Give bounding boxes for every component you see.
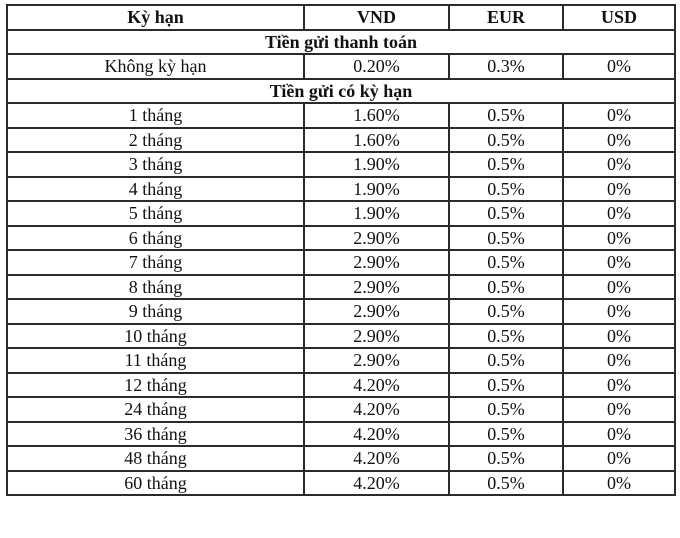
table-row [7, 299, 675, 324]
cell-term: 11 tháng [7, 348, 304, 373]
table-row [7, 471, 675, 496]
table-row [7, 226, 675, 251]
cell-eur: 0.5% [449, 103, 563, 128]
cell-vnd: 1.90% [304, 152, 449, 177]
section-title: Tiền gửi thanh toán [7, 30, 675, 55]
cell-eur: 0.3% [449, 54, 563, 79]
cell-vnd: 0.20% [304, 54, 449, 79]
cell-usd: 0% [563, 348, 675, 373]
cell-usd: 0% [563, 152, 675, 177]
cell-term: 7 tháng [7, 250, 304, 275]
cell-vnd: 4.20% [304, 446, 449, 471]
table-row [7, 103, 675, 128]
cell-vnd: 4.20% [304, 373, 449, 398]
cell-term: 8 tháng [7, 275, 304, 300]
cell-term: 4 tháng [7, 177, 304, 202]
header-eur: EUR [449, 5, 563, 30]
cell-term: 1 tháng [7, 103, 304, 128]
header-vnd: VND [304, 5, 449, 30]
cell-usd: 0% [563, 54, 675, 79]
cell-term: Không kỳ hạn [7, 54, 304, 79]
cell-eur: 0.5% [449, 177, 563, 202]
cell-vnd: 2.90% [304, 275, 449, 300]
cell-eur: 0.5% [449, 275, 563, 300]
cell-usd: 0% [563, 397, 675, 422]
cell-vnd: 4.20% [304, 471, 449, 496]
cell-term: 12 tháng [7, 373, 304, 398]
cell-eur: 0.5% [449, 397, 563, 422]
cell-vnd: 1.60% [304, 103, 449, 128]
cell-eur: 0.5% [449, 226, 563, 251]
cell-usd: 0% [563, 128, 675, 153]
cell-term: 10 tháng [7, 324, 304, 349]
cell-vnd: 2.90% [304, 324, 449, 349]
cell-usd: 0% [563, 250, 675, 275]
cell-vnd: 2.90% [304, 348, 449, 373]
header-usd: USD [563, 5, 675, 30]
header-row [7, 5, 675, 30]
cell-eur: 0.5% [449, 250, 563, 275]
table-row [7, 201, 675, 226]
cell-usd: 0% [563, 422, 675, 447]
cell-eur: 0.5% [449, 348, 563, 373]
table-row [7, 397, 675, 422]
cell-eur: 0.5% [449, 471, 563, 496]
table-row [7, 348, 675, 373]
section-row [7, 30, 675, 55]
section-title: Tiền gửi có kỳ hạn [7, 79, 675, 104]
cell-eur: 0.5% [449, 299, 563, 324]
interest-rate-table [6, 4, 676, 496]
cell-usd: 0% [563, 446, 675, 471]
cell-term: 6 tháng [7, 226, 304, 251]
table-row [7, 324, 675, 349]
cell-usd: 0% [563, 226, 675, 251]
cell-usd: 0% [563, 177, 675, 202]
cell-eur: 0.5% [449, 152, 563, 177]
cell-eur: 0.5% [449, 446, 563, 471]
table-row [7, 152, 675, 177]
cell-usd: 0% [563, 471, 675, 496]
table-row [7, 177, 675, 202]
table-body [7, 30, 675, 496]
cell-usd: 0% [563, 299, 675, 324]
section-row [7, 79, 675, 104]
table-row [7, 446, 675, 471]
table-row [7, 422, 675, 447]
cell-eur: 0.5% [449, 324, 563, 349]
cell-term: 60 tháng [7, 471, 304, 496]
cell-usd: 0% [563, 201, 675, 226]
table-row [7, 128, 675, 153]
cell-usd: 0% [563, 373, 675, 398]
cell-vnd: 1.90% [304, 201, 449, 226]
cell-eur: 0.5% [449, 422, 563, 447]
cell-vnd: 4.20% [304, 397, 449, 422]
table-header [7, 5, 675, 30]
cell-vnd: 2.90% [304, 250, 449, 275]
table-row [7, 275, 675, 300]
cell-eur: 0.5% [449, 201, 563, 226]
table-row [7, 250, 675, 275]
cell-usd: 0% [563, 275, 675, 300]
cell-vnd: 1.60% [304, 128, 449, 153]
cell-vnd: 2.90% [304, 299, 449, 324]
cell-term: 36 tháng [7, 422, 304, 447]
header-term: Kỳ hạn [7, 5, 304, 30]
cell-eur: 0.5% [449, 128, 563, 153]
cell-vnd: 1.90% [304, 177, 449, 202]
cell-term: 9 tháng [7, 299, 304, 324]
table-row [7, 373, 675, 398]
cell-usd: 0% [563, 103, 675, 128]
cell-term: 5 tháng [7, 201, 304, 226]
cell-term: 48 tháng [7, 446, 304, 471]
cell-vnd: 2.90% [304, 226, 449, 251]
table-row [7, 54, 675, 79]
cell-eur: 0.5% [449, 373, 563, 398]
cell-usd: 0% [563, 324, 675, 349]
cell-vnd: 4.20% [304, 422, 449, 447]
cell-term: 2 tháng [7, 128, 304, 153]
cell-term: 3 tháng [7, 152, 304, 177]
cell-term: 24 tháng [7, 397, 304, 422]
